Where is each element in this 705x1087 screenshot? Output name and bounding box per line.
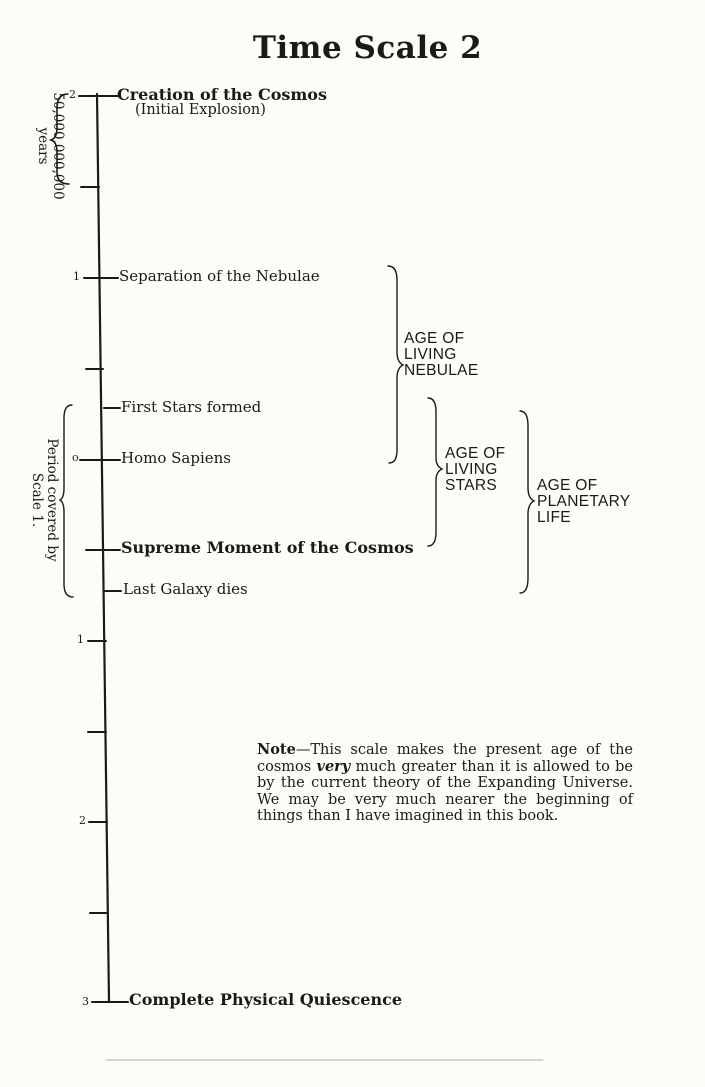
event-first-stars: First Stars formed xyxy=(121,398,262,416)
scale1-brace xyxy=(60,405,73,597)
event-nebulae: Separation of the Nebulae xyxy=(119,267,320,285)
age-living-nebulae: AGE OF LIVING NEBULAE xyxy=(404,330,479,379)
event-last-galaxy: Last Galaxy dies xyxy=(123,580,248,598)
event-homo-sapiens: Homo Sapiens xyxy=(121,449,231,467)
age-living-stars: AGE OF LIVING STARS xyxy=(445,445,506,494)
tick-label: 1 xyxy=(77,633,84,646)
note-emphasis: very xyxy=(316,757,351,775)
note-label: Note xyxy=(257,741,296,758)
nebulae-brace xyxy=(388,266,403,463)
event-quiescence: Complete Physical Quiescence xyxy=(129,990,403,1009)
stars-brace xyxy=(428,398,442,546)
tick-label: 1 xyxy=(73,270,80,283)
event-creation-subtitle: (Initial Explosion) xyxy=(135,102,266,118)
tick-label: 2 xyxy=(79,814,86,827)
planetary-brace xyxy=(520,411,534,593)
tick-label: 2 xyxy=(69,88,76,101)
interval-label: 50,000,000,000 years xyxy=(35,92,66,200)
scale1-label: Period covered by Scale 1. xyxy=(29,438,60,562)
time-axis-line xyxy=(97,94,109,1002)
tick-label: 3 xyxy=(82,995,89,1008)
note-paragraph: Note—This scale makes the present age of the cosmos very much greater than it is allowed to be by the current theory of the Expanding Universe. We may be very much nearer the beginning of things than I have imagined in this book. xyxy=(257,741,633,824)
page-title: Time Scale 2 xyxy=(252,30,483,66)
event-supreme-moment: Supreme Moment of the Cosmos xyxy=(121,538,414,557)
event-creation: Creation of the Cosmos xyxy=(117,85,327,104)
tick-label: o xyxy=(72,451,79,464)
age-planetary-life: AGE OF PLANETARY LIFE xyxy=(537,477,631,526)
